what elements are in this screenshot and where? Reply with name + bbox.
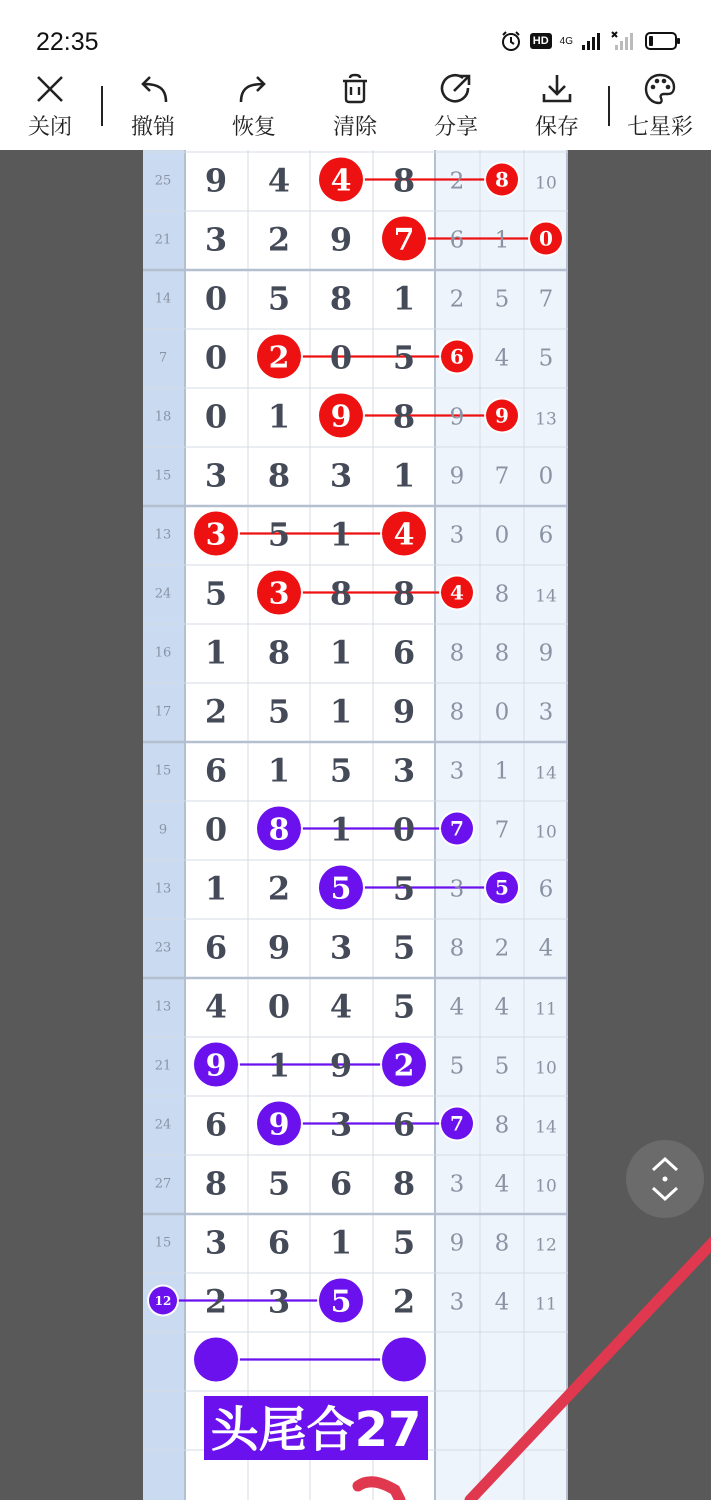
sum-digit: 8 — [494, 640, 510, 667]
sum-digit: 1 — [494, 758, 510, 785]
main-digit: 0 — [204, 810, 228, 849]
sum-digit: 8 — [449, 699, 465, 726]
sum-digit: 3 — [449, 522, 465, 549]
main-digit: 8 — [392, 574, 416, 613]
mark-digit: 8 — [495, 167, 509, 192]
main-digit: 3 — [329, 1105, 353, 1144]
status-time: 22:35 — [36, 28, 99, 56]
mark-digit: 12 — [154, 1293, 172, 1308]
sum-digit: 10 — [535, 1058, 557, 1079]
sum-digit: 7 — [494, 817, 510, 844]
sum-digit: 6 — [538, 522, 554, 549]
sum-digit: 4 — [494, 345, 510, 372]
main-digit: 9 — [204, 161, 228, 200]
main-digit: 0 — [204, 279, 228, 318]
main-digit: 8 — [329, 279, 353, 318]
alarm-icon — [500, 30, 522, 52]
sum-digit: 5 — [494, 286, 510, 313]
mark-digit: 3 — [268, 576, 290, 612]
undo-button[interactable] — [103, 70, 203, 150]
page-nav-button[interactable] — [626, 1140, 704, 1218]
index-number: 18 — [154, 409, 172, 425]
main-digit: 5 — [392, 869, 416, 908]
seven-star-button[interactable] — [610, 70, 710, 150]
status-icons — [500, 30, 681, 52]
mark-digit: 4 — [393, 517, 415, 553]
main-digit: 6 — [204, 1105, 228, 1144]
sum-digit: 4 — [538, 935, 554, 962]
close-icon — [33, 72, 67, 106]
sum-digit: 7 — [538, 286, 554, 313]
main-digit: 9 — [267, 928, 291, 967]
main-digit: 5 — [392, 987, 416, 1026]
mark-digit: 9 — [495, 403, 509, 428]
main-digit: 5 — [329, 751, 353, 790]
main-digit: 1 — [392, 456, 416, 495]
mark-digit: 5 — [495, 875, 509, 900]
main-digit: 0 — [204, 397, 228, 436]
main-digit: 6 — [204, 928, 228, 967]
main-digit: 5 — [267, 1164, 291, 1203]
index-number: 21 — [154, 1058, 172, 1074]
main-digit: 5 — [267, 279, 291, 318]
mark-digit: 3 — [205, 517, 227, 553]
sum-digit: 3 — [449, 1289, 465, 1316]
sum-digit: 3 — [449, 1171, 465, 1198]
index-number: 13 — [154, 527, 172, 543]
sum-digit: 8 — [449, 640, 465, 667]
index-number: 15 — [154, 763, 172, 779]
clear-button[interactable] — [305, 70, 405, 150]
palette-icon — [643, 72, 677, 106]
sum-digit: 13 — [535, 409, 557, 430]
main-digit: 1 — [329, 692, 353, 731]
mark-digit: 7 — [450, 1111, 464, 1136]
share-label: 分享 — [433, 115, 478, 140]
index-number: 13 — [154, 999, 172, 1015]
selection-mark[interactable] — [194, 1338, 238, 1382]
main-digit: 5 — [267, 692, 291, 731]
sum-digit: 6 — [449, 227, 465, 254]
main-digit: 5 — [392, 1223, 416, 1262]
main-digit: 8 — [329, 574, 353, 613]
mark-digit: 8 — [268, 812, 290, 848]
main-digit: 3 — [392, 751, 416, 790]
main-digit: 1 — [329, 1223, 353, 1262]
sum-digit: 9 — [538, 640, 554, 667]
main-digit: 1 — [329, 633, 353, 672]
main-digit: 1 — [329, 810, 353, 849]
sum-digit: 10 — [535, 1176, 557, 1197]
main-digit: 9 — [329, 1046, 353, 1085]
sum-digit: 8 — [449, 935, 465, 962]
main-digit: 8 — [204, 1164, 228, 1203]
battery-icon — [645, 31, 681, 51]
selection-mark[interactable] — [382, 1338, 426, 1382]
main-digit: 2 — [204, 1282, 228, 1321]
index-number: 9 — [158, 822, 168, 838]
mark-digit: 7 — [450, 816, 464, 841]
main-digit: 3 — [204, 456, 228, 495]
main-digit: 4 — [204, 987, 228, 1026]
main-digit: 8 — [392, 397, 416, 436]
main-digit: 5 — [392, 928, 416, 967]
mark-digit: 9 — [330, 399, 352, 435]
sum-digit: 10 — [535, 173, 557, 194]
share-button[interactable] — [406, 70, 506, 150]
main-digit: 3 — [204, 220, 228, 259]
main-digit: 0 — [204, 338, 228, 377]
main-digit: 5 — [267, 515, 291, 554]
main-digit: 1 — [392, 279, 416, 318]
sum-digit: 4 — [494, 1171, 510, 1198]
sum-digit: 6 — [538, 876, 554, 903]
index-number: 16 — [154, 645, 172, 661]
main-digit: 6 — [392, 1105, 416, 1144]
hd-icon: HD — [530, 33, 552, 49]
undo-label: 撤销 — [130, 115, 175, 140]
toolbar — [0, 70, 711, 150]
sum-digit: 8 — [494, 1230, 510, 1257]
sum-digit: 2 — [494, 935, 510, 962]
mark-digit: 7 — [393, 222, 415, 258]
save-label: 保存 — [534, 115, 579, 140]
main-digit: 1 — [267, 751, 291, 790]
sum-digit: 5 — [494, 1053, 510, 1080]
status-bar — [0, 0, 711, 70]
main-digit: 2 — [267, 869, 291, 908]
board-canvas[interactable] — [143, 150, 568, 1500]
index-number: 15 — [154, 1235, 172, 1251]
signal-empty-icon — [611, 31, 637, 51]
sum-digit: 12 — [535, 1235, 557, 1256]
save-button[interactable] — [507, 70, 607, 150]
main-digit: 2 — [267, 220, 291, 259]
index-number: 24 — [154, 586, 172, 602]
network-type: 4G — [559, 35, 573, 47]
main-digit: 8 — [267, 633, 291, 672]
sum-digit: 8 — [494, 581, 510, 608]
sum-banner-text: 头尾合27 — [210, 1402, 422, 1458]
share-icon — [439, 72, 473, 106]
clear-label: 清除 — [332, 115, 377, 140]
signal-4g-icon — [581, 31, 603, 51]
main-digit: 0 — [267, 987, 291, 1026]
index-number: 7 — [158, 350, 168, 366]
sum-digit: 4 — [494, 994, 510, 1021]
redo-button[interactable] — [204, 70, 304, 150]
close-label: 关闭 — [27, 115, 72, 140]
mark-digit: 6 — [450, 344, 464, 369]
main-digit: 6 — [267, 1223, 291, 1262]
sum-digit: 0 — [494, 699, 510, 726]
main-digit: 8 — [392, 161, 416, 200]
main-digit: 2 — [204, 692, 228, 731]
sum-digit: 9 — [449, 404, 465, 431]
chevron-down-icon — [653, 1188, 677, 1199]
sum-digit: 1 — [494, 227, 510, 254]
sum-digit: 4 — [449, 994, 465, 1021]
main-digit: 1 — [329, 515, 353, 554]
sum-digit: 9 — [449, 463, 465, 490]
sum-digit: 14 — [535, 763, 557, 784]
mark-digit: 4 — [330, 163, 352, 199]
mark-digit: 4 — [450, 580, 464, 605]
mark-digit: 2 — [268, 340, 290, 376]
main-digit: 6 — [392, 633, 416, 672]
sum-digit: 11 — [535, 1294, 557, 1315]
main-digit: 0 — [329, 338, 353, 377]
main-digit: 1 — [204, 869, 228, 908]
main-digit: 6 — [204, 751, 228, 790]
sum-digit: 3 — [538, 699, 554, 726]
index-number: 25 — [154, 173, 172, 189]
main-digit: 8 — [267, 456, 291, 495]
sum-digit: 9 — [449, 1230, 465, 1257]
main-digit: 3 — [267, 1282, 291, 1321]
sum-digit: 7 — [494, 463, 510, 490]
download-icon — [540, 72, 574, 106]
close-button[interactable] — [0, 70, 100, 150]
main-digit: 5 — [392, 338, 416, 377]
mark-digit: 5 — [330, 1284, 352, 1320]
main-digit: 3 — [329, 456, 353, 495]
mark-digit: 2 — [393, 1048, 415, 1084]
index-number: 17 — [154, 704, 172, 720]
sum-digit: 2 — [449, 286, 465, 313]
main-digit: 4 — [329, 987, 353, 1026]
sum-digit: 0 — [494, 522, 510, 549]
main-digit: 1 — [267, 1046, 291, 1085]
redo-label: 恢复 — [231, 115, 276, 140]
main-digit: 2 — [392, 1282, 416, 1321]
mark-digit: 0 — [539, 226, 553, 251]
index-number: 13 — [154, 881, 172, 897]
sum-digit: 11 — [535, 999, 557, 1020]
main-digit: 5 — [204, 574, 228, 613]
main-digit: 8 — [392, 1164, 416, 1203]
main-digit: 6 — [329, 1164, 353, 1203]
main-digit: 9 — [392, 692, 416, 731]
index-number: 21 — [154, 232, 172, 248]
sum-digit: 2 — [449, 168, 465, 195]
sum-digit: 14 — [535, 1117, 557, 1138]
undo-icon — [136, 72, 170, 106]
mark-digit: 9 — [205, 1048, 227, 1084]
sum-digit: 0 — [538, 463, 554, 490]
sum-digit: 14 — [535, 586, 557, 607]
index-number: 27 — [154, 1176, 172, 1192]
sum-digit: 4 — [494, 1289, 510, 1316]
index-number: 15 — [154, 468, 172, 484]
sum-digit: 5 — [449, 1053, 465, 1080]
main-digit: 0 — [392, 810, 416, 849]
sum-digit: 3 — [449, 876, 465, 903]
main-digit: 3 — [204, 1223, 228, 1262]
lottery-board[interactable] — [143, 150, 568, 1500]
sum-digit: 10 — [535, 822, 557, 843]
main-digit: 3 — [329, 928, 353, 967]
trash-icon — [338, 72, 372, 106]
sum-digit: 5 — [538, 345, 554, 372]
index-number: 24 — [154, 1117, 172, 1133]
main-digit: 9 — [329, 220, 353, 259]
main-digit: 1 — [204, 633, 228, 672]
mark-digit: 9 — [268, 1107, 290, 1143]
main-digit: 4 — [267, 161, 291, 200]
sum-digit: 3 — [449, 758, 465, 785]
index-number: 14 — [154, 291, 172, 307]
redo-icon — [237, 72, 271, 106]
sum-digit: 8 — [494, 1112, 510, 1139]
main-digit: 1 — [267, 397, 291, 436]
seven-star-label: 七星彩 — [626, 115, 693, 140]
index-number: 23 — [154, 940, 172, 956]
chevron-up-icon — [653, 1159, 677, 1170]
mark-digit: 5 — [330, 871, 352, 907]
